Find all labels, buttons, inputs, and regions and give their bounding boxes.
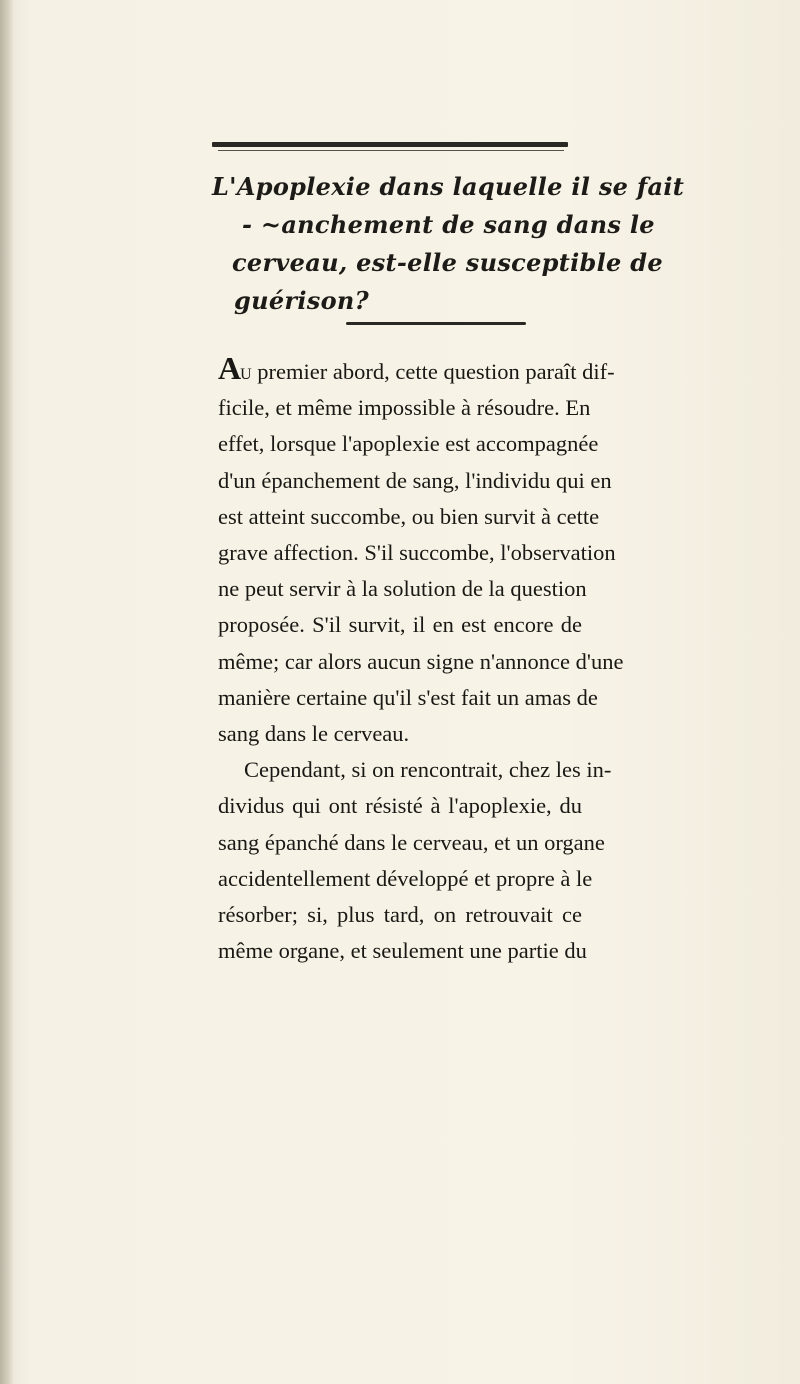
heading-line: cerveau, est-elle susceptible de (232, 248, 663, 277)
heading-line: L'Apoplexie dans laquelle il se fait (212, 172, 685, 201)
text-line: dividus qui ont résisté à l'apoplexie, du (218, 793, 582, 819)
text-line: résorber; si, plus tard, on retrouvait ce (218, 902, 582, 928)
text-line: ne peut servir à la solution de la question (218, 576, 587, 602)
text-line: sang épanché dans le cerveau, et un organe (218, 829, 605, 855)
text-line: est atteint succombe, ou bien survit à cette (218, 503, 600, 529)
drop-cap: A (218, 350, 241, 386)
text-line: Cependant, si on rencontrait, chez les in- (244, 757, 612, 783)
text-line: même; car alors aucun signe n'annonce d'une (218, 648, 624, 674)
paragraph-first-line (218, 350, 615, 390)
heading-divider (346, 322, 526, 325)
text-line: d'un épanchement de sang, l'individu qui en (218, 467, 612, 493)
text-line: sang dans le cerveau. (218, 721, 410, 747)
drop-cap-rest: u (240, 359, 252, 384)
first-line-rest: premier abord, cette question paraît dif- (257, 359, 615, 384)
top-rule (212, 142, 568, 147)
text-line: ficile, et même impossible à résoudre. En (218, 395, 591, 421)
text-line: effet, lorsque l'apoplexie est accompagnée (218, 431, 599, 457)
heading-line: guérison? (234, 286, 369, 315)
paragraph-2 (218, 752, 612, 969)
section-heading (212, 168, 685, 320)
heading-line: - ~anchement de sang dans le (242, 210, 655, 239)
text-line: accidentellement développé et propre à le (218, 865, 593, 891)
body-text (218, 350, 624, 969)
text-line: manière certaine qu'il s'est fait un amas de (218, 684, 598, 710)
text-line: proposée. S'il survit, il en est encore de (218, 612, 582, 638)
text-line: même organe, et seulement une partie du (218, 938, 587, 964)
top-rule-thin (218, 150, 564, 151)
paragraph-1 (218, 350, 624, 752)
text-line: grave affection. S'il succombe, l'observation (218, 540, 616, 566)
binding-shadow (0, 0, 14, 1384)
